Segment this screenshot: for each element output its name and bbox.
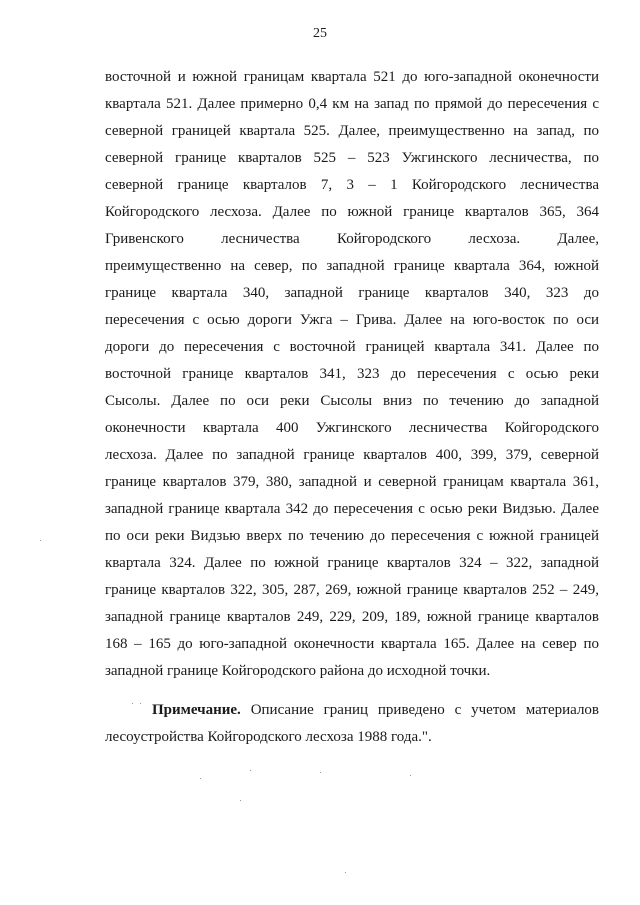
note-line: лесоустройства Койгородского лесхоза 1988 года.". <box>105 729 432 745</box>
scan-speck <box>40 540 41 541</box>
text-line: восточной границе кварталов 341, 323 до пересечения с осью реки <box>105 366 599 382</box>
page-number: 25 <box>313 26 327 41</box>
text-line: лесхоза. Далее по западной границе кварталов 400, 399, 379, северной <box>105 447 599 463</box>
text-line: северной границе кварталов 525 – 523 Ужгинского лесничества, по <box>105 150 599 166</box>
text-line: 168 – 165 до юго-западной оконечности квартала 165. Далее на север по <box>105 636 599 652</box>
text-line: границе кварталов 322, 305, 287, 269, южной границе кварталов 252 – 249, <box>105 582 599 598</box>
text-line: границе квартала 340, западной границе кварталов 340, 323 до <box>105 285 599 301</box>
text-line: Сысолы. Далее по оси реки Сысолы вниз по течению до западной <box>105 393 599 409</box>
note-line <box>105 697 599 724</box>
text-line: западной границе кварталов 249, 229, 209, 189, южной границе кварталов <box>105 609 599 625</box>
scan-speck <box>200 778 201 779</box>
text-line: западной границе квартала 342 до пересечения с осью реки Видзью. Далее <box>105 501 599 517</box>
text-line: Койгородского лесхоза. Далее по южной границе кварталов 365, 364 <box>105 204 599 220</box>
scan-speck <box>250 770 251 771</box>
note-label: Примечание. <box>152 702 241 718</box>
note-paragraph <box>105 697 599 751</box>
text-line: северной границей квартала 525. Далее, преимущественно на запад, по <box>105 123 599 139</box>
scan-speck <box>410 775 411 776</box>
scan-speck <box>320 772 321 773</box>
text-line: западной границе Койгородского района до исходной точки. <box>105 663 491 679</box>
note-text: Описание границ приведено с учетом материалов <box>250 702 599 718</box>
text-line: квартала 324. Далее по южной границе кварталов 324 – 322, западной <box>105 555 599 571</box>
text-line: дороги до пересечения с восточной границей квартала 341. Далее по <box>105 339 599 355</box>
scan-speck <box>240 800 241 801</box>
text-line: преимущественно на север, по западной границе квартала 364, южной <box>105 258 599 274</box>
text-line: северной границе кварталов 7, 3 – 1 Койгородского лесничества <box>105 177 599 193</box>
text-line: пересечения с осью дороги Ужга – Грива. Далее на юго-восток по оси <box>105 312 599 328</box>
scan-speck <box>345 872 346 873</box>
scan-speck <box>132 703 133 704</box>
boundary-description-text <box>105 64 599 685</box>
text-line: восточной и южной границам квартала 521 до юго-западной оконечности <box>105 69 599 85</box>
text-line: квартала 521. Далее примерно 0,4 км на запад по прямой до пересечения с <box>105 96 599 112</box>
text-line: по оси реки Видзью вверх по течению до пересечения с южной границей <box>105 528 599 544</box>
text-line: Гривенского лесничества Койгородского лесхоза. Далее, <box>105 231 599 247</box>
text-line: оконечности квартала 400 Ужгинского лесничества Койгородского <box>105 420 599 436</box>
text-line: границе кварталов 379, 380, западной и северной границам квартала 361, <box>105 474 599 490</box>
scan-speck <box>140 703 141 704</box>
